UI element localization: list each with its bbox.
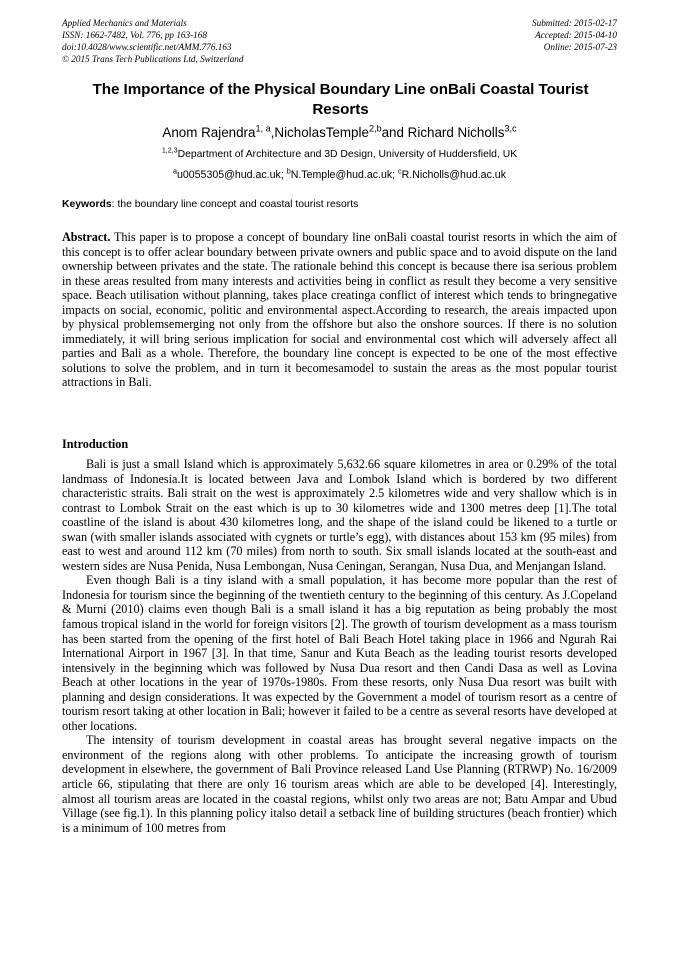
- introduction-heading: Introduction: [62, 437, 129, 451]
- author-name: Richard Nicholls: [407, 125, 505, 140]
- keywords-value: : the boundary line concept and coastal tourist resorts: [111, 199, 359, 210]
- email-marker: b: [286, 166, 291, 176]
- email-marker: a: [172, 166, 177, 176]
- affiliation-line: [62, 147, 617, 162]
- introduction-body: [62, 457, 617, 835]
- email-address[interactable]: N.Temple@hud.ac.uk: [290, 169, 393, 181]
- email-address[interactable]: u0055305@hud.ac.uk: [176, 169, 281, 181]
- journal-header: [62, 17, 617, 65]
- affiliation-text: Department of Architecture and 3D Design, University of Huddersfield, UK: [177, 149, 518, 160]
- page-title: The Importance of the Physical Boundary Line onBali Coastal Tourist Resorts: [92, 81, 589, 118]
- journal-name: Applied Mechanics and Materials: [62, 18, 187, 28]
- email-address[interactable]: R.Nicholls@hud.ac.uk: [401, 169, 507, 181]
- author-separator: ,: [270, 125, 275, 140]
- doi: doi:10.4028/www.scientific.net/AMM.776.163: [62, 42, 232, 53]
- author-affiliation-marker: 2,b: [368, 123, 382, 134]
- email-line: [62, 168, 617, 183]
- body-paragraph: Even though Bali is a tiny island with a small population, it has become more popular than the rest of Indonesia for tourism since the beginning of the twentieth century to the beginning of this century. As J.Copeland & Murni (2010) claims even though Bali is a small island it has a big reputation as being probably the most famous tropical island in the world for foreign visitors [2]. The growth of tourism development as a mass tourism has been started from the opening of the first hotel of Bali Beach Hotel taking place in 1966 and Ngurah Rai International Airport in 1967 [3]. In that time, Sanur and Kuta Beach as the leading tourist resorts developed intensively in the beginning which was followed by Nusa Dua resort and then Candi Dasa as well as Lovina Beach at other locations in the year of 1970s-1980s. From these resorts, only Nusa Dua resort was built with planning and design considerations. It was expected by the Government a model of tourism resort as a centre of tourism resort taking at other location in Bali; however it failed to be a centre as several resorts have developed at other locations.: [62, 573, 617, 733]
- email-separator: ;: [280, 169, 287, 181]
- author-affiliation-marker: 3,c: [504, 123, 517, 134]
- copyright-line: © 2015 Trans Tech Publications Ltd, Switzerland: [62, 54, 244, 65]
- keywords-line: [62, 198, 617, 212]
- issn-volume-pages: ISSN: 1662-7482, Vol. 776, pp 163-168: [62, 30, 207, 41]
- paper-page: [62, 0, 617, 959]
- author-name: NicholasTemple: [274, 125, 369, 140]
- author-name: Anom Rajendra: [162, 125, 256, 140]
- submitted-date: Submitted: 2015-02-17: [532, 18, 617, 28]
- author-conjunction: and: [381, 125, 408, 140]
- abstract-text: This paper is to propose a concept of boundary line onBali coastal tourist resorts in which the aim of this concept is to offer aclear boundary between private owners and public space and to avoid dispute on the land ownership between privates and the state. The rationale behind this concept is because there isa serious problem in these areas resulted from many interests and activities being in conflict as result they become a very sensitive space. Beach utilisation without planning, takes place creatinga conflict of interest which tends to bringnegative impacts on social, economic, politic and environmental aspect.According to research, the areais impacted upon by physical problemsemerging not only from the offshore but also the onshore sources. If there is no solution immediately, it will bring serious implication for social and environmental cost which will adversely affect all parties and Bali as a whole. Therefore, the boundary line concept is expected to be one of the most effective solutions to solve the problem, and in turn it becomesamodel to sustain the areas as the most popular tourist attractions in Bali.: [62, 230, 617, 390]
- keywords-label: Keywords: [62, 199, 112, 210]
- body-paragraph: Bali is just a small Island which is approximately 5,632.66 square kilometres in area or 0.29% of the total landmass of Indonesia.It is located between Java and Lombok Island which is bordered by two different characteristic straits. Bali strait on the west is approximately 2.5 kilometres wide and very shallow which is in contrast to Lombok Strait on the east which is up to 30 kilometres wide and 1300 metres deep [1].The total coastline of the island is about 430 kilometres long, and the shape of the island could be likened to a turtle or swan (with smaller islands associated with cygnets or turtle’s egg), with distances about 153 km (95 miles) from east to west and around 112 km (70 miles) from north to south. Six small islands located at the south-east and western sides are Nusa Penida, Nusa Lembongan, Nusa Ceningan, Serangan, Nusa Dua, and Menjangan Island.: [62, 457, 617, 573]
- journal-header-row: [62, 41, 617, 53]
- email-marker: c: [398, 166, 402, 176]
- journal-header-row: [62, 53, 617, 65]
- affiliation-marker: 1,2,3: [161, 147, 178, 155]
- author-list: [62, 124, 617, 142]
- journal-header-row: [62, 29, 617, 41]
- accepted-date: Accepted: 2015-04-10: [535, 30, 617, 41]
- email-separator: ;: [392, 169, 399, 181]
- abstract-paragraph: [62, 230, 617, 390]
- author-affiliation-marker: 1, a: [255, 123, 271, 134]
- journal-header-row: [62, 17, 617, 29]
- abstract-label: Abstract.: [62, 230, 111, 244]
- body-paragraph: The intensity of tourism development in coastal areas has brought several negative impacts on the environment of the regions along with other problems. To anticipate the increasing growth of tourism development in elsewhere, the government of Bali Province released Land Use Planning (RTRWP) No. 16/2009 article 66, stipulating that there are only 16 tourism areas which are able to be developed [4]. Interestingly, almost all tourism areas are located in the coastal regions, whilst only two areas are not; Batu Ampar and Ubud Village (see fig.1). In this planning policy italso detail a setback line of building structures (beach frontier) which is a minimum of 100 metres from: [62, 733, 617, 835]
- online-date: Online: 2015-07-23: [543, 42, 617, 53]
